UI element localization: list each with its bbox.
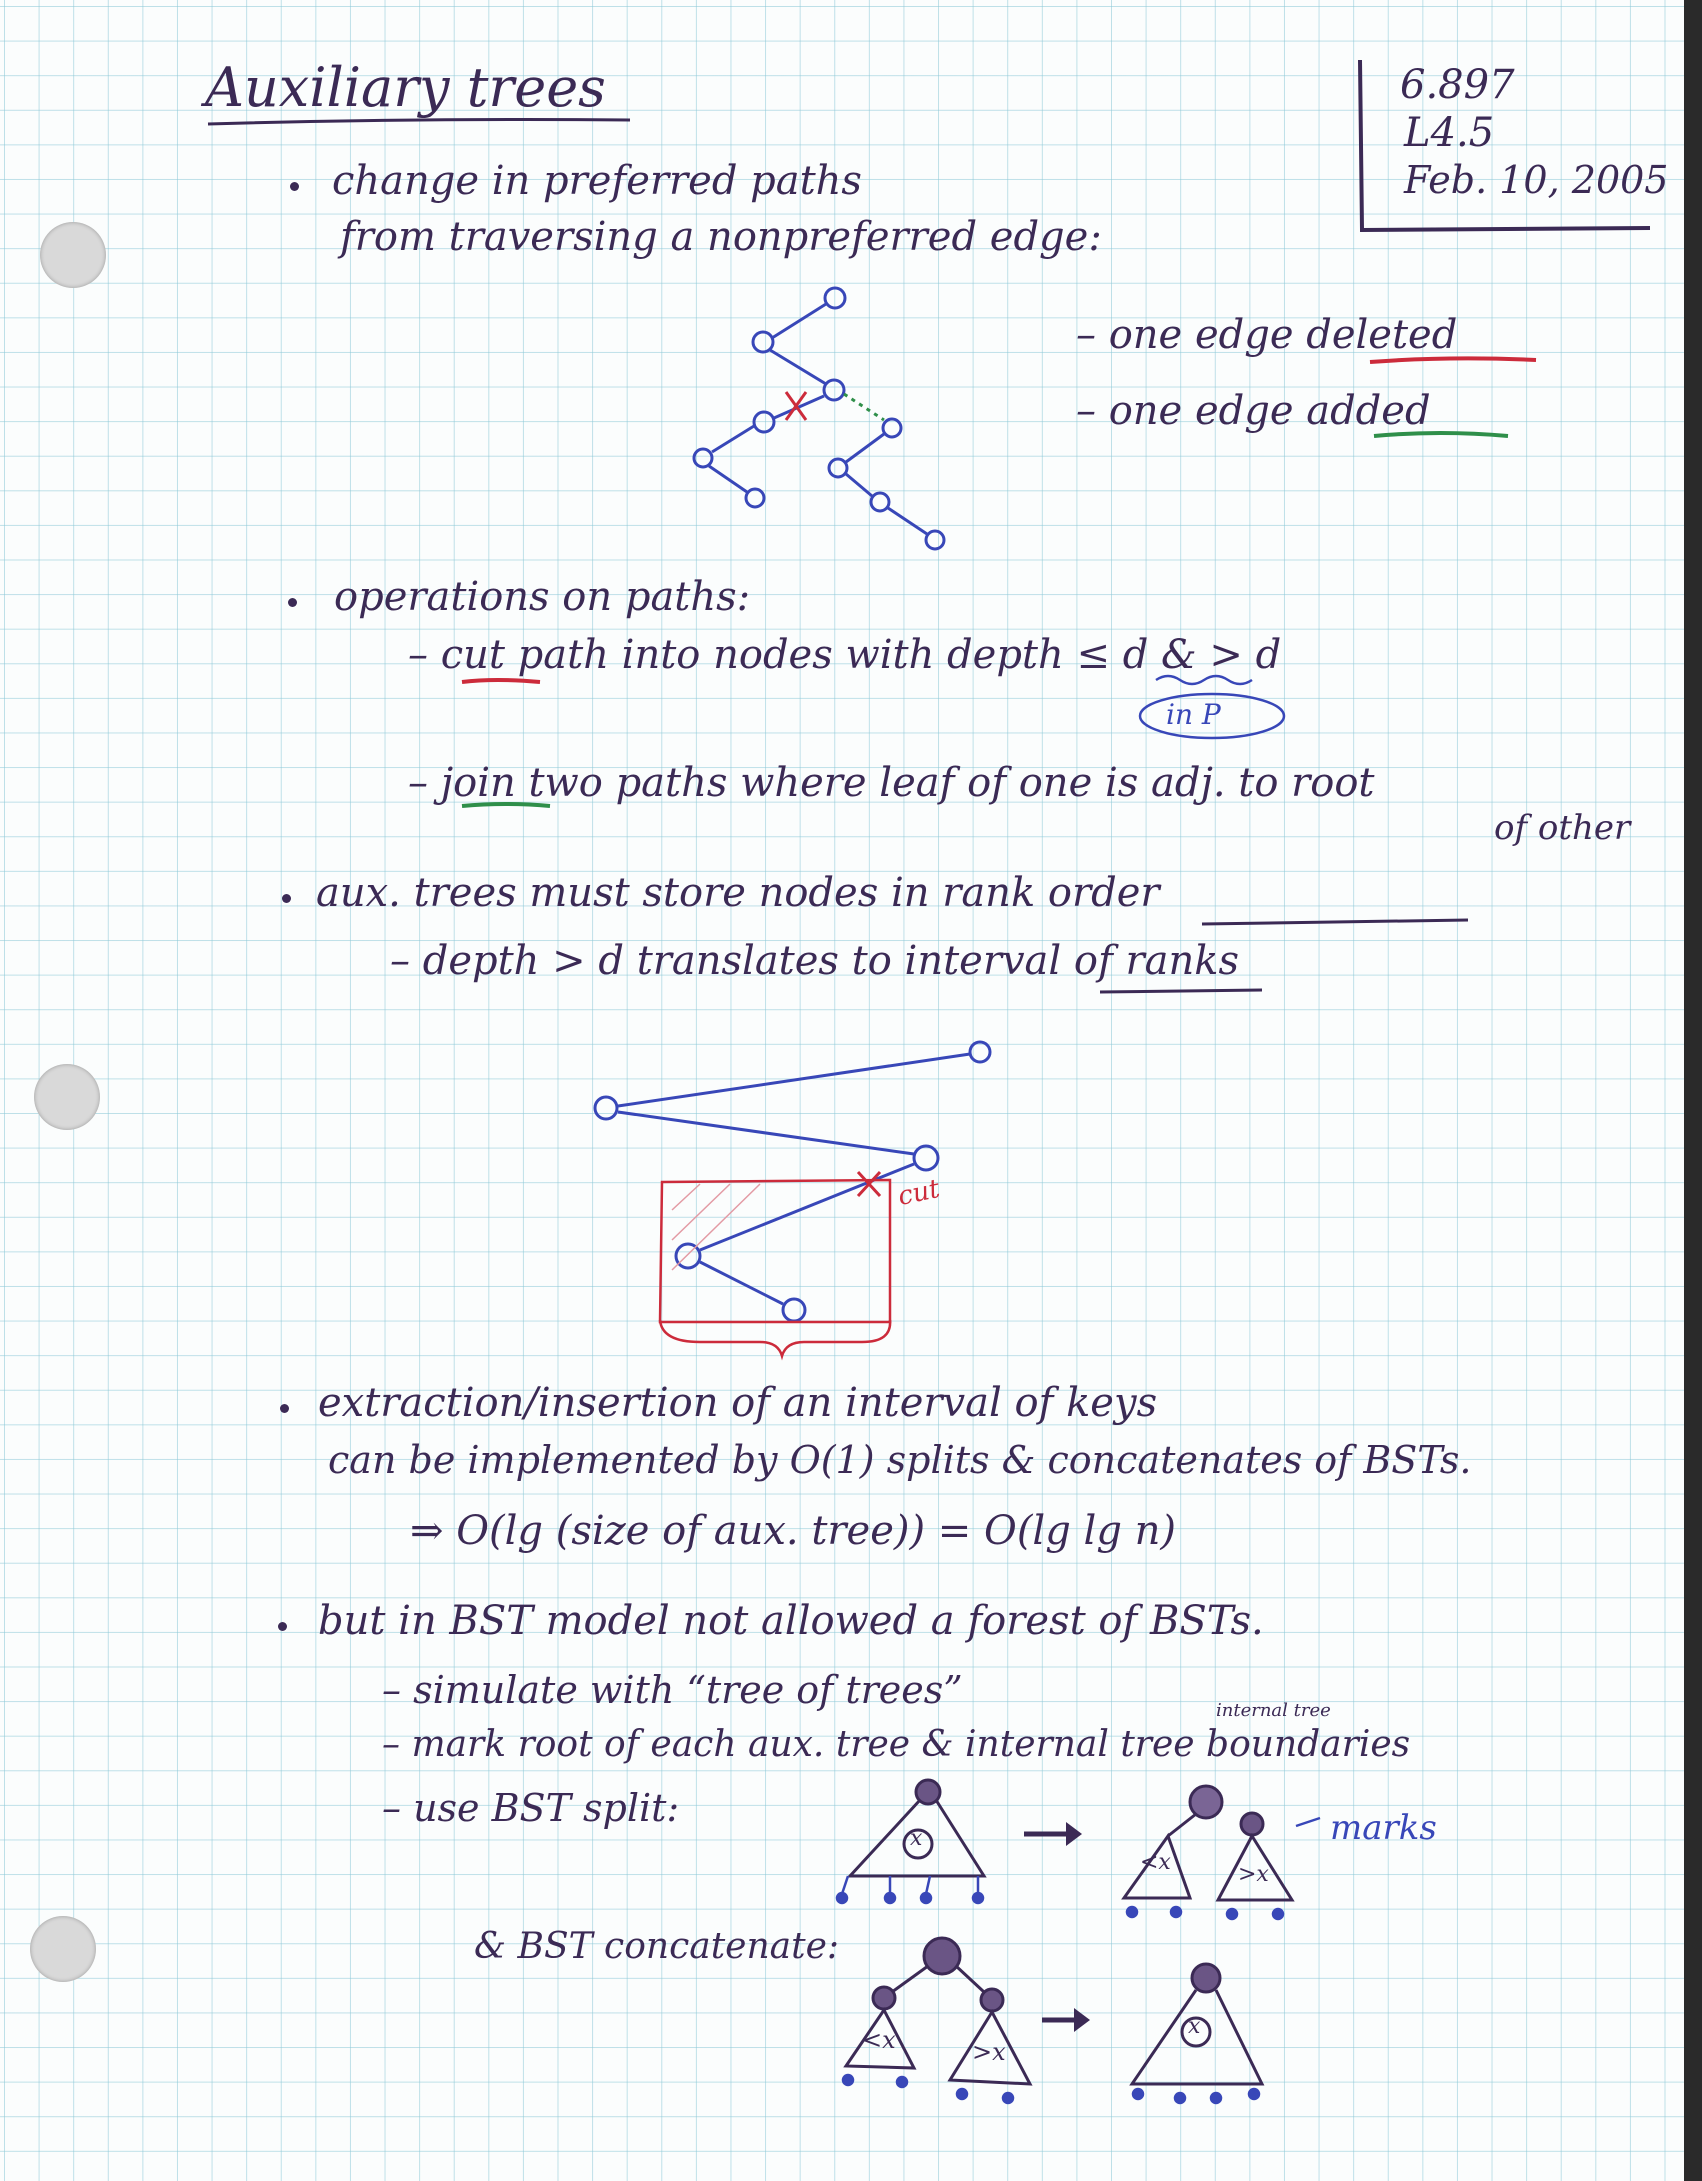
s4-line3: ⇒ O(lg (size of aux. tree)) = O(lg lg n) — [410, 1508, 1177, 1554]
marks-label: marks — [1330, 1808, 1437, 1848]
s2-heading: operations on paths: — [334, 574, 751, 620]
bullet — [280, 1404, 289, 1413]
s1-line2: from traversing a nonpreferred edge: — [340, 214, 1102, 260]
join-line: – join two paths where leaf of one is adj. to root — [408, 760, 1375, 806]
join-line-2: of other — [1494, 808, 1631, 848]
s3-line2: – depth > d translates to interval of ranks — [390, 938, 1240, 984]
concat-node-x: x — [1188, 2014, 1201, 2039]
lecture-number: L4.5 — [1404, 110, 1495, 156]
concat-label: & BST concatenate: — [474, 1926, 840, 1967]
split-gt-x: >x — [1238, 1862, 1269, 1887]
bullet — [278, 1622, 287, 1631]
s4-line1: extraction/insertion of an interval of keys — [318, 1380, 1158, 1426]
concat-gt-x: >x — [972, 2038, 1006, 2066]
s4-line2: can be implemented by O(1) splits & concatenates of BSTs. — [328, 1438, 1472, 1482]
cut-line: – cut path into nodes with depth ≤ d & > d — [408, 632, 1282, 678]
cut-label: cut — [895, 1173, 943, 1213]
page-title: Auxiliary trees — [205, 56, 606, 119]
concat-lt-x: <x — [862, 2026, 896, 2054]
s5-line4: – use BST split: — [382, 1786, 680, 1830]
edge-deleted-note: – one edge deleted — [1076, 312, 1458, 358]
preferred-path-diagram — [694, 288, 944, 549]
course-number: 6.897 — [1400, 62, 1515, 108]
edge-added-note: – one edge added — [1076, 388, 1431, 434]
split-node-x: x — [910, 1826, 923, 1851]
internal-tree-note: internal tree — [1216, 1700, 1331, 1721]
bullet — [290, 182, 299, 191]
bullet — [282, 894, 291, 903]
s3-line1: aux. trees must store nodes in rank order — [316, 870, 1160, 916]
s1-line1: change in preferred paths — [332, 158, 862, 204]
bullet — [288, 598, 297, 607]
added-edge — [844, 394, 884, 420]
s5-line1: but in BST model not allowed a forest of BSTs. — [318, 1598, 1264, 1644]
cut-note: in P — [1166, 698, 1221, 731]
lecture-date: Feb. 10, 2005 — [1404, 158, 1669, 202]
split-lt-x: <x — [1140, 1850, 1171, 1875]
s5-line3: – mark root of each aux. tree & internal tree boundaries — [382, 1724, 1411, 1765]
s5-line2: – simulate with “tree of trees” — [382, 1668, 963, 1712]
